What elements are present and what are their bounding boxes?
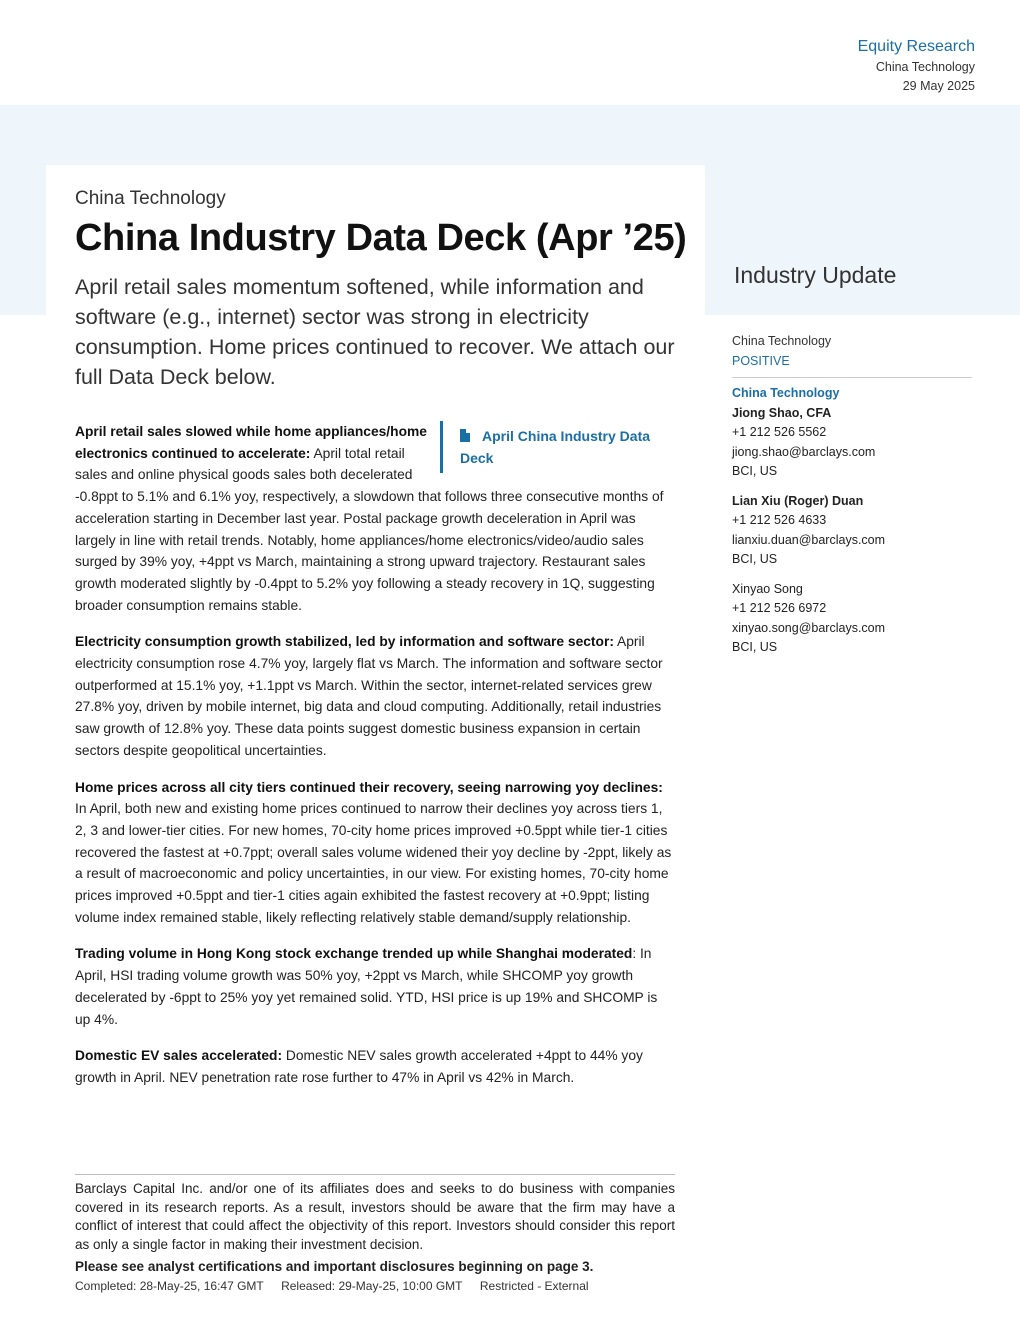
- conflict-notice: Barclays Capital Inc. and/or one of its affiliates does and seeks to do business with companies covered in its research reports. As a result, investors should be aware that the firm may have a conflict of interest that could affect the objectivity of this report. Investors should consider this report as only a single factor in making their investment decision.: [75, 1181, 675, 1252]
- download-label: April China Industry Data Deck: [460, 428, 651, 466]
- paragraph-lead: Electricity consumption growth stabilized, led by information and software sector:: [75, 634, 614, 650]
- sidebar: [732, 332, 972, 658]
- analyst-card: [732, 404, 972, 482]
- analyst-name: Jiong Shao, CFA: [732, 405, 832, 420]
- analyst-card: [732, 580, 972, 658]
- report-subtitle: April retail sales momentum softened, while information and software (e.g., internet) sector was strong in electricity consumption. Home prices continued to recover. We attach our full Data Deck below.: [75, 275, 675, 389]
- analyst-entity: BCI, US: [732, 552, 778, 566]
- paragraph-lead: Trading volume in Hong Kong stock exchange trended up while Shanghai moderated: [75, 946, 633, 962]
- paragraph-ev: [75, 1045, 675, 1088]
- disclosure-notice: Please see analyst certifications and important disclosures beginning on page 3.: [75, 1259, 594, 1274]
- analyst-card: [732, 492, 972, 570]
- analyst-email[interactable]: lianxiu.duan@barclays.com: [732, 532, 886, 547]
- rating-badge: POSITIVE: [732, 353, 790, 368]
- report-body: [75, 421, 675, 1104]
- report-title: China Industry Data Deck (Apr ’25): [75, 217, 687, 259]
- sector-label: China Technology: [875, 60, 975, 74]
- analyst-name: Lian Xiu (Roger) Duan: [732, 493, 864, 508]
- paragraph-lead: April retail sales slowed while home appliances/home electronics continued to accelerate:: [75, 424, 427, 461]
- footer: [75, 1174, 675, 1295]
- report-kicker: China Technology: [75, 188, 226, 209]
- analyst-phone: +1 212 526 5562: [732, 425, 827, 439]
- paragraph-text: : In April, HSI trading volume growth was 50% yoy, +2ppt vs March, while SHCOMP yoy growth decelerated by -6ppt to 25% yoy yet remained solid. YTD, HSI price is up 19% and SHCOMP is up 4%.: [75, 946, 658, 1027]
- pdf-icon: [460, 429, 470, 442]
- team-name: China Technology: [732, 386, 840, 400]
- report-type: Industry Update: [734, 262, 897, 288]
- analyst-name: Xinyao Song: [732, 581, 803, 596]
- page-header: [858, 36, 975, 96]
- paragraph-text: Domestic NEV sales growth accelerated +4ppt to 44% yoy growth in April. NEV penetration rate rose further to 47% in April vs 42% in March.: [75, 1048, 643, 1085]
- paragraph-home-prices: [75, 777, 675, 929]
- report-meta: [75, 1277, 675, 1296]
- section-label: Equity Research: [857, 38, 975, 55]
- analyst-email[interactable]: jiong.shao@barclays.com: [732, 444, 876, 459]
- paragraph-trading: [75, 943, 675, 1030]
- sidebar-divider: [732, 377, 972, 378]
- paragraph-electricity: [75, 631, 675, 761]
- analyst-entity: BCI, US: [732, 464, 778, 478]
- paragraph-lead: Domestic EV sales accelerated:: [75, 1048, 283, 1064]
- paragraph-text: April electricity consumption rose 4.7% yoy, largely flat vs March. The information and software sector outperformed at 15.1% yoy, +1.1ppt vs March. Within the sector, internet-related services grew 27.8% yoy, driven by mobile internet, big data and cloud computing. Additionally, retail industries saw growth of 12.8% yoy. These data points suggest domestic business expansion in certain sectors despite geopolitical uncertainties.: [75, 634, 663, 758]
- data-deck-download-link[interactable]: [440, 421, 675, 473]
- completed-time: Completed: 28-May-25, 16:47 GMT: [75, 1278, 264, 1293]
- analyst-email[interactable]: xinyao.song@barclays.com: [732, 620, 886, 635]
- paragraph-text: In April, both new and existing home prices continued to narrow their declines yoy across tiers 1, 2, 3 and lower-tier cities. For new homes, 70-city home prices improved +0.5ppt while tier-1 cities recovered the fastest at +0.7ppt; overall sales volume widened their yoy decline by -2ppt, likely as a result of macroeconomic and policy uncertainties, in our view. For existing homes, 70-city home prices improved +0.5ppt and tier-1 cities again exhibited the fastest recovery at +0.9ppt; listing volume index remained stable, likely reflecting relatively stable demand/supply relationship.: [75, 801, 672, 925]
- publish-date: 29 May 2025: [902, 79, 975, 93]
- analyst-entity: BCI, US: [732, 640, 778, 654]
- paragraph-text: April total retail sales and online physical goods sales both decelerated -0.8ppt to 5.1% and 6.1% yoy, respectively, a slowdown that follows three consecutive months of acceleration starting in December last year. Postal package growth deceleration in April was largely in line with retail trends. Notably, home appliances/home electronics/video/audio sales surged by 39% yoy, +4ppt vs March, maintaining a strong upward trajectory. Restaurant sales growth moderated slightly by -0.4ppt to 5.2% yoy following a steady recovery in 1Q, suggesting broader consumption remains stable.: [75, 445, 664, 613]
- restriction-label: Restricted - External: [479, 1278, 589, 1293]
- analyst-phone: +1 212 526 6972: [732, 601, 827, 615]
- released-time: Released: 29-May-25, 10:00 GMT: [281, 1278, 463, 1293]
- analyst-phone: +1 212 526 4633: [732, 513, 827, 527]
- paragraph-lead: Home prices across all city tiers continued their recovery, seeing narrowing yoy declines:: [75, 779, 663, 795]
- rating-sector: China Technology: [732, 334, 832, 348]
